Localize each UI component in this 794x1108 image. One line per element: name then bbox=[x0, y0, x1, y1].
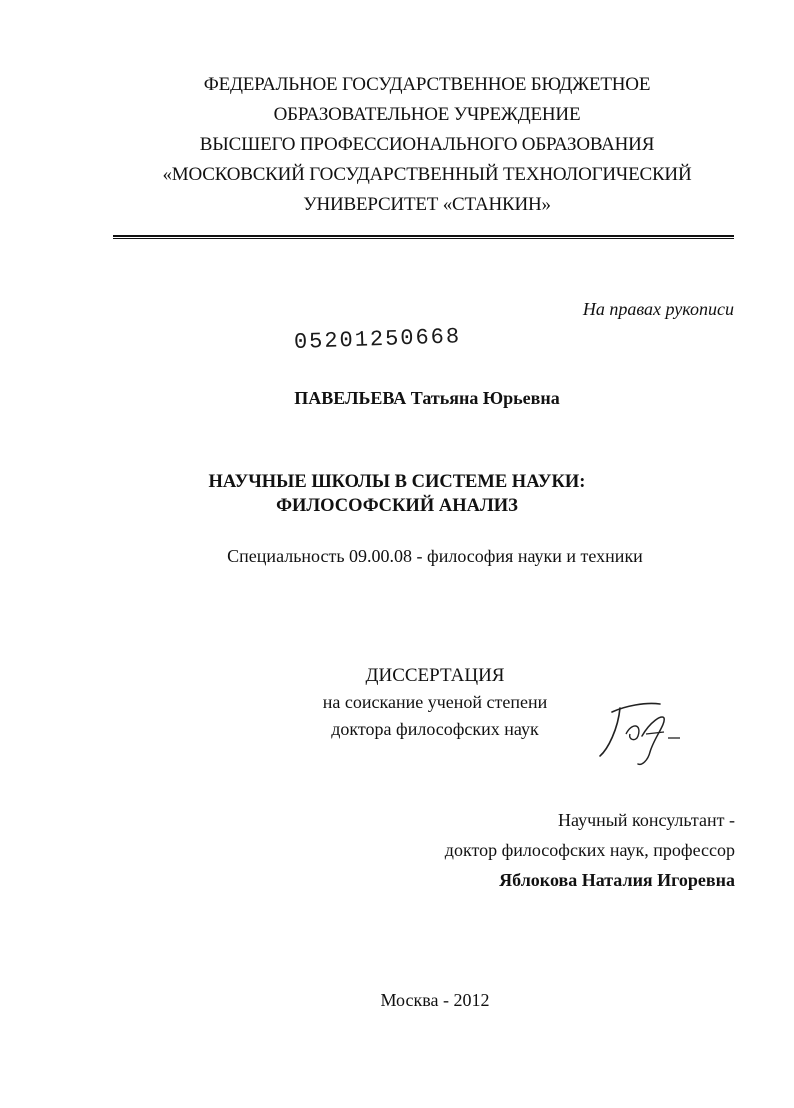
city-year: Москва - 2012 bbox=[380, 990, 490, 1010]
consultant-degree: доктор философских наук, профессор bbox=[444, 840, 735, 860]
degree-line: на соискание ученой степени bbox=[322, 692, 548, 712]
institution-header bbox=[60, 70, 794, 220]
signature-icon bbox=[590, 694, 690, 774]
manuscript-note: На правах рукописи bbox=[582, 299, 734, 319]
title-line: НАУЧНЫЕ ШКОЛЫ В СИСТЕМЕ НАУКИ: bbox=[208, 472, 586, 492]
header-divider bbox=[113, 235, 734, 239]
institution-line: ОБРАЗОВАТЕЛЬНОЕ УЧРЕЖДЕНИЕ bbox=[273, 104, 581, 125]
institution-line: ФЕДЕРАЛЬНОЕ ГОСУДАРСТВЕННОЕ БЮДЖЕТНОЕ bbox=[203, 74, 651, 95]
institution-line: «МОСКОВСКИЙ ГОСУДАРСТВЕННЫЙ ТЕХНОЛОГИЧЕСКИЙ bbox=[162, 164, 692, 185]
author-name: ПАВЕЛЬЕВА Татьяна Юрьевна bbox=[294, 388, 560, 408]
consultant-name: Яблокова Наталия Игоревна bbox=[499, 870, 735, 890]
dissertation-title bbox=[0, 470, 794, 518]
consultant-block bbox=[445, 805, 735, 895]
institution-line: УНИВЕРСИТЕТ «СТАНКИН» bbox=[303, 194, 551, 215]
degree-line: доктора философских наук bbox=[331, 719, 539, 739]
institution-line: ВЫСШЕГО ПРОФЕССИОНАЛЬНОГО ОБРАЗОВАНИЯ bbox=[199, 134, 655, 155]
dissertation-label: ДИССЕРТАЦИЯ bbox=[365, 665, 505, 686]
title-line: ФИЛОСОФСКИЙ АНАЛИЗ bbox=[276, 496, 518, 516]
consultant-role: Научный консультант - bbox=[558, 810, 735, 830]
archive-number-stamp: 05201250668 bbox=[293, 324, 462, 355]
specialty: Специальность 09.00.08 - философия науки и техники bbox=[227, 546, 643, 566]
